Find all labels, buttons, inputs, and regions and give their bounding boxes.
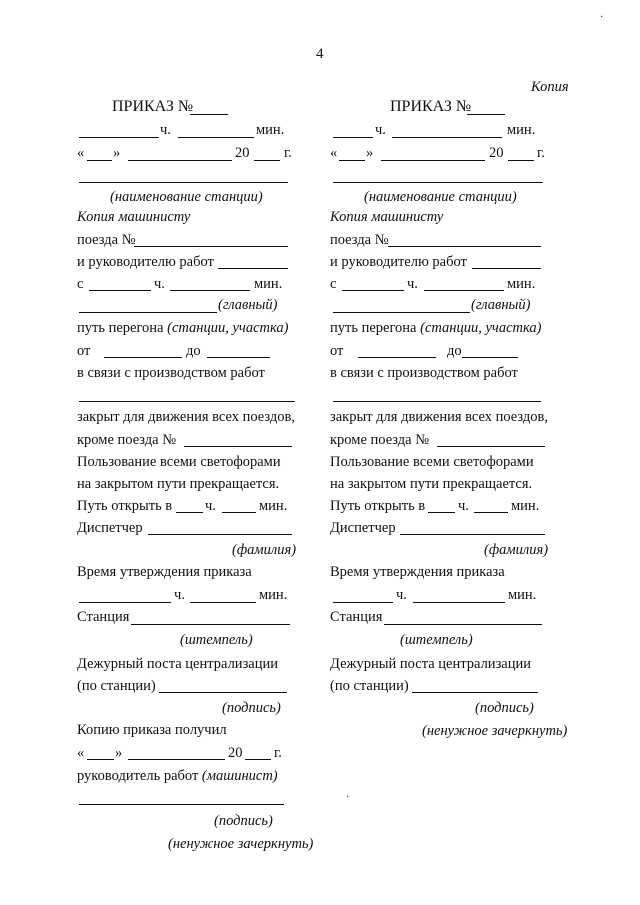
- recv-year-field[interactable]: [245, 759, 271, 760]
- recv-quote-open: «: [77, 745, 85, 761]
- duty-officer-label: Дежурный поста централизации: [77, 656, 279, 672]
- year-prefix: 20: [489, 145, 504, 161]
- work-leader-field[interactable]: [472, 268, 541, 269]
- train-number-field[interactable]: [388, 246, 541, 247]
- work-leader-label: и руководителю работ: [330, 254, 467, 270]
- duty-officer-field[interactable]: [159, 692, 287, 693]
- train-number-label: поезда №: [330, 232, 389, 248]
- approval-time-label: Время утверждения приказа: [77, 564, 252, 580]
- recv-month-field[interactable]: [128, 759, 225, 760]
- work-leader-label: и руководителю работ: [77, 254, 214, 270]
- leader-prefix: руководитель работ: [77, 768, 202, 784]
- recv-signature-field[interactable]: [79, 804, 284, 805]
- recv-year-prefix: 20: [228, 745, 243, 761]
- from-time-prefix: с: [77, 276, 84, 292]
- strike-note: (ненужное зачеркнуть): [168, 836, 314, 852]
- station-field[interactable]: [384, 624, 542, 625]
- from-label: от: [330, 343, 344, 359]
- minutes-field[interactable]: [392, 137, 502, 138]
- quote-open: «: [330, 145, 338, 161]
- hours-field[interactable]: [333, 137, 373, 138]
- station-label: Станция: [330, 609, 383, 625]
- open-minutes-label: мин.: [259, 498, 288, 514]
- month-field[interactable]: [381, 160, 485, 161]
- approval-minutes-field[interactable]: [413, 602, 505, 603]
- from-minutes-field[interactable]: [170, 290, 250, 291]
- recv-day-field[interactable]: [87, 759, 114, 760]
- recv-quote-close: »: [115, 745, 123, 761]
- dispatcher-label: Диспетчер: [330, 520, 396, 536]
- stamp-caption: (штемпель): [400, 632, 473, 648]
- track-prefix: путь перегона: [77, 320, 168, 336]
- approval-time-label: Время утверждения приказа: [330, 564, 505, 580]
- strike-note: (ненужное зачеркнуть): [422, 723, 568, 739]
- recv-signature-caption: (подпись): [214, 813, 273, 829]
- open-hours-label: ч.: [205, 498, 216, 514]
- quote-close: »: [366, 145, 374, 161]
- open-hours-label: ч.: [458, 498, 469, 514]
- from-field[interactable]: [104, 357, 182, 358]
- approval-minutes-label: мин.: [508, 587, 537, 603]
- from-hours-field[interactable]: [342, 290, 404, 291]
- signature-caption: (подпись): [222, 700, 281, 716]
- year-prefix: 20: [235, 145, 250, 161]
- approval-minutes-field[interactable]: [190, 602, 256, 603]
- copy-received-label: Копию приказа получил: [77, 722, 227, 738]
- approval-hours-field[interactable]: [333, 602, 393, 603]
- from-time-prefix: с: [330, 276, 337, 292]
- open-minutes-field[interactable]: [222, 512, 256, 513]
- order-title: ПРИКАЗ №: [112, 98, 194, 115]
- day-field[interactable]: [87, 160, 112, 161]
- stamp-caption: (штемпель): [180, 632, 253, 648]
- year-suffix: г.: [537, 145, 545, 161]
- work-leader-field[interactable]: [218, 268, 288, 269]
- from-minutes-field[interactable]: [424, 290, 504, 291]
- order-number-field[interactable]: [190, 114, 228, 115]
- signals-line-1: Пользование всеми светофорами: [330, 454, 534, 470]
- quote-close: »: [113, 145, 121, 161]
- to-field[interactable]: [462, 357, 518, 358]
- track-line: [77, 319, 289, 337]
- hours-label: ч.: [375, 122, 386, 138]
- duty-officer-label: Дежурный поста централизации: [330, 656, 532, 672]
- duty-officer-field[interactable]: [412, 692, 538, 693]
- track-italic: (станции, участка): [420, 320, 542, 336]
- year-field[interactable]: [254, 160, 280, 161]
- except-train-field[interactable]: [437, 446, 545, 447]
- from-minutes-label: мин.: [507, 276, 536, 292]
- open-at-label: Путь открыть в: [330, 498, 426, 514]
- open-hours-field[interactable]: [428, 512, 455, 513]
- dispatcher-label: Диспетчер: [77, 520, 143, 536]
- to-field[interactable]: [207, 357, 270, 358]
- station-field[interactable]: [131, 624, 290, 625]
- main-label: (главный): [218, 297, 278, 313]
- dispatcher-field[interactable]: [148, 534, 292, 535]
- from-label: от: [77, 343, 91, 359]
- open-at-label: Путь открыть в: [77, 498, 173, 514]
- copy-to-driver: Копия машинисту: [77, 209, 191, 225]
- surname-caption: (фамилия): [484, 542, 549, 558]
- from-hours-field[interactable]: [89, 290, 151, 291]
- station-caption: (наименование станции): [364, 189, 517, 205]
- recv-year-suffix: г.: [274, 745, 282, 761]
- open-hours-field[interactable]: [176, 512, 203, 513]
- quote-open: «: [77, 145, 85, 161]
- signals-line-2: на закрытом пути прекращается.: [330, 476, 533, 492]
- minutes-label: мин.: [256, 122, 285, 138]
- order-title: ПРИКАЗ №: [390, 98, 472, 115]
- order-number-field[interactable]: [467, 114, 505, 115]
- page-number: 4: [316, 46, 324, 62]
- hours-label: ч.: [160, 122, 171, 138]
- copy-to-driver: Копия машинисту: [330, 209, 444, 225]
- main-label: (главный): [471, 297, 531, 313]
- track-prefix: путь перегона: [330, 320, 421, 336]
- station-name-field[interactable]: [333, 182, 543, 183]
- to-label: до: [447, 343, 462, 359]
- minutes-label: мин.: [507, 122, 536, 138]
- open-minutes-field[interactable]: [474, 512, 508, 513]
- copy-label: Копия: [531, 79, 569, 95]
- dispatcher-field[interactable]: [400, 534, 545, 535]
- signals-line-1: Пользование всеми светофорами: [77, 454, 281, 470]
- open-minutes-label: мин.: [511, 498, 540, 514]
- due-to-label: в связи с производством работ: [77, 365, 265, 381]
- works-field[interactable]: [79, 401, 295, 402]
- train-number-field[interactable]: [134, 246, 288, 247]
- signals-line-2: на закрытом пути прекращается.: [77, 476, 280, 492]
- signature-caption: (подпись): [475, 700, 534, 716]
- from-hours-label: ч.: [407, 276, 418, 292]
- minutes-field[interactable]: [178, 137, 254, 138]
- corner-mark: ·: [600, 12, 604, 23]
- closed-label: закрыт для движения всех поездов,: [330, 409, 548, 425]
- approval-minutes-label: мин.: [259, 587, 288, 603]
- approval-hours-label: ч.: [396, 587, 407, 603]
- by-station-label: (по станции): [77, 678, 156, 694]
- surname-caption: (фамилия): [232, 542, 297, 558]
- due-to-label: в связи с производством работ: [330, 365, 518, 381]
- to-label: до: [186, 343, 201, 359]
- leader-italic: (машинист): [201, 768, 278, 784]
- station-caption: (наименование станции): [110, 189, 263, 205]
- from-field[interactable]: [358, 357, 436, 358]
- closed-label: закрыт для движения всех поездов,: [77, 409, 295, 425]
- except-train-label: кроме поезда №: [330, 432, 430, 448]
- except-train-field[interactable]: [184, 446, 292, 447]
- from-hours-label: ч.: [154, 276, 165, 292]
- approval-hours-label: ч.: [174, 587, 185, 603]
- day-field[interactable]: [339, 160, 365, 161]
- from-minutes-label: мин.: [254, 276, 283, 292]
- leader-line: [77, 767, 278, 785]
- year-field[interactable]: [508, 160, 534, 161]
- track-italic: (станции, участка): [167, 320, 289, 336]
- approval-hours-field[interactable]: [79, 602, 171, 603]
- works-field[interactable]: [333, 401, 541, 402]
- track-line: [330, 319, 542, 337]
- train-number-label: поезда №: [77, 232, 136, 248]
- hours-field[interactable]: [79, 137, 159, 138]
- by-station-label: (по станции): [330, 678, 409, 694]
- except-train-label: кроме поезда №: [77, 432, 177, 448]
- main-track-field[interactable]: [79, 312, 217, 313]
- year-suffix: г.: [284, 145, 292, 161]
- speck: ·: [346, 792, 350, 803]
- station-name-field[interactable]: [79, 182, 288, 183]
- main-track-field[interactable]: [333, 312, 470, 313]
- month-field[interactable]: [128, 160, 232, 161]
- station-label: Станция: [77, 609, 130, 625]
